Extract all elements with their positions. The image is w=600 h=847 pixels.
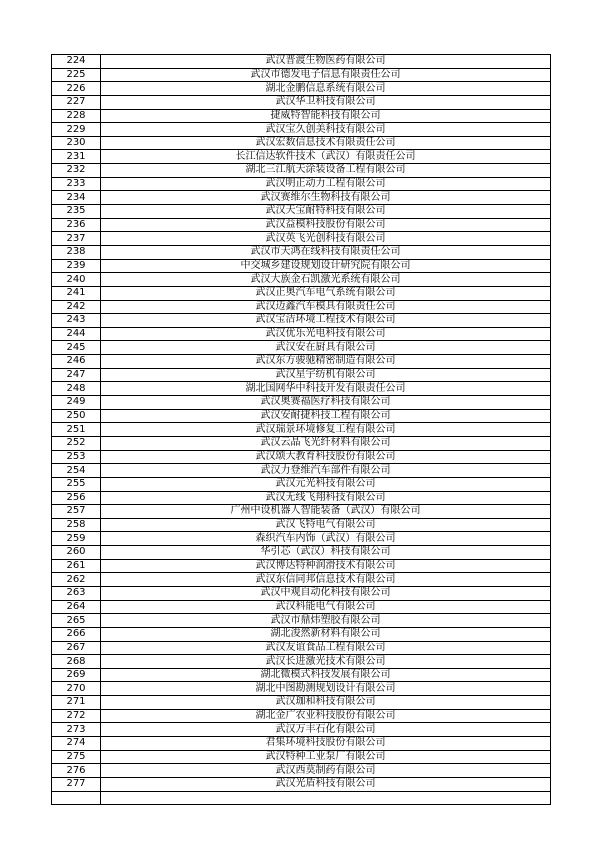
- table-row: [52, 464, 551, 478]
- company-name: 武汉友谊食品工程有限公司: [101, 641, 551, 655]
- row-number: 262: [52, 573, 101, 587]
- empty-row: [52, 791, 551, 805]
- row-number: 259: [52, 532, 101, 546]
- table-row: [52, 286, 551, 300]
- row-number: 276: [52, 764, 101, 778]
- company-name: 武汉星宇纺机有限公司: [101, 368, 551, 382]
- company-name: 捷威特智能科技有限公司: [101, 109, 551, 123]
- row-number: 255: [52, 477, 101, 491]
- table-row: [52, 355, 551, 369]
- row-number: 239: [52, 259, 101, 273]
- company-name: 武汉特种工业泵厂有限公司: [101, 750, 551, 764]
- row-number: 236: [52, 218, 101, 232]
- company-name: 武汉安在厨具有限公司: [101, 341, 551, 355]
- row-number: 267: [52, 641, 101, 655]
- company-name: 广州中设机器人智能装备（武汉）有限公司: [101, 505, 551, 519]
- table-row: [52, 723, 551, 737]
- table-row: [52, 95, 551, 109]
- table-row: [52, 423, 551, 437]
- row-number: 266: [52, 627, 101, 641]
- company-name: 武汉中观自动化科技有限公司: [101, 586, 551, 600]
- company-name: 君集环境科技股份有限公司: [101, 737, 551, 751]
- table-row: [52, 314, 551, 328]
- row-number: 261: [52, 559, 101, 573]
- company-name: 武汉英飞光创科技有限公司: [101, 232, 551, 246]
- company-name: 湖北金广农业科技股份有限公司: [101, 709, 551, 723]
- row-number: 224: [52, 55, 101, 69]
- company-name: 武汉市德发电子信息有限责任公司: [101, 68, 551, 82]
- company-name: 湖北国网华中科技开发有限责任公司: [101, 382, 551, 396]
- company-name: 武汉东信同邦信息技术有限公司: [101, 573, 551, 587]
- company-name: 湖北浚然新材料有限公司: [101, 627, 551, 641]
- row-number: 230: [52, 136, 101, 150]
- table-row: [52, 559, 551, 573]
- table-row: [52, 641, 551, 655]
- table-row: [52, 205, 551, 219]
- table-row: [52, 668, 551, 682]
- company-name: 武汉大族金石凯激光系统有限公司: [101, 273, 551, 287]
- table-row: [52, 245, 551, 259]
- company-name: 武汉珈和科技有限公司: [101, 696, 551, 710]
- company-name: 武汉宝久创美科技有限公司: [101, 123, 551, 137]
- table-row: [52, 627, 551, 641]
- row-number: 254: [52, 464, 101, 478]
- row-number: 241: [52, 286, 101, 300]
- row-number: 275: [52, 750, 101, 764]
- table-row: [52, 764, 551, 778]
- row-number: 242: [52, 300, 101, 314]
- company-name: 武汉云晶飞光纤材料有限公司: [101, 436, 551, 450]
- table-row: [52, 737, 551, 751]
- table-row: [52, 518, 551, 532]
- row-number: 227: [52, 95, 101, 109]
- table-row: [52, 491, 551, 505]
- row-number: 238: [52, 245, 101, 259]
- company-name: 森织汽车内饰（武汉）有限公司: [101, 532, 551, 546]
- company-name: 武汉光盾科技有限公司: [101, 777, 551, 791]
- table-row: [52, 682, 551, 696]
- row-number: 228: [52, 109, 101, 123]
- company-name: 武汉优乐光电科技有限公司: [101, 327, 551, 341]
- company-name: 武汉明正动力工程有限公司: [101, 177, 551, 191]
- table-row: [52, 55, 551, 69]
- row-number: 269: [52, 668, 101, 682]
- table-row: [52, 396, 551, 410]
- empty-cell: [52, 791, 101, 805]
- row-number: 271: [52, 696, 101, 710]
- company-name: 武汉飞特电气有限公司: [101, 518, 551, 532]
- company-name: 武汉颂大教育科技股份有限公司: [101, 450, 551, 464]
- table-row: [52, 218, 551, 232]
- table-row: [52, 477, 551, 491]
- company-name: 武汉力登维汽车部件有限公司: [101, 464, 551, 478]
- table-row: [52, 273, 551, 287]
- table-row: [52, 600, 551, 614]
- row-number: 260: [52, 546, 101, 560]
- table-row: [52, 150, 551, 164]
- table-row: [52, 750, 551, 764]
- row-number: 249: [52, 396, 101, 410]
- company-name: 武汉万丰石化有限公司: [101, 723, 551, 737]
- table-row: [52, 709, 551, 723]
- row-number: 244: [52, 327, 101, 341]
- company-name: 华引芯（武汉）科技有限公司: [101, 546, 551, 560]
- company-list-table: [51, 54, 551, 805]
- row-number: 233: [52, 177, 101, 191]
- table-row: [52, 136, 551, 150]
- table-row: [52, 341, 551, 355]
- table-row: [52, 109, 551, 123]
- company-name: 武汉科能电气有限公司: [101, 600, 551, 614]
- row-number: 270: [52, 682, 101, 696]
- table-row: [52, 573, 551, 587]
- row-number: 225: [52, 68, 101, 82]
- empty-cell: [101, 791, 551, 805]
- table-row: [52, 123, 551, 137]
- company-list-body: [52, 55, 551, 805]
- table-row: [52, 191, 551, 205]
- company-name: 武汉元光科技有限公司: [101, 477, 551, 491]
- row-number: 265: [52, 614, 101, 628]
- company-name: 武汉长进激光技术有限公司: [101, 655, 551, 669]
- company-name: 武汉华卫科技有限公司: [101, 95, 551, 109]
- company-name: 中交城乡建设规划设计研究院有限公司: [101, 259, 551, 273]
- table-row: [52, 532, 551, 546]
- company-name: 武汉宏数信息技术有限责任公司: [101, 136, 551, 150]
- row-number: 273: [52, 723, 101, 737]
- table-row: [52, 614, 551, 628]
- company-name: 武汉西莫制药有限公司: [101, 764, 551, 778]
- row-number: 246: [52, 355, 101, 369]
- table-row: [52, 450, 551, 464]
- table-row: [52, 409, 551, 423]
- row-number: 240: [52, 273, 101, 287]
- row-number: 253: [52, 450, 101, 464]
- row-number: 251: [52, 423, 101, 437]
- row-number: 256: [52, 491, 101, 505]
- company-name: 湖北中图勘测规划设计有限公司: [101, 682, 551, 696]
- table-row: [52, 586, 551, 600]
- company-name: 湖北金鹏信息系统有限公司: [101, 82, 551, 96]
- row-number: 232: [52, 164, 101, 178]
- row-number: 226: [52, 82, 101, 96]
- row-number: 237: [52, 232, 101, 246]
- company-name: 武汉天宝耐特科技有限公司: [101, 205, 551, 219]
- table-row: [52, 232, 551, 246]
- row-number: 272: [52, 709, 101, 723]
- row-number: 229: [52, 123, 101, 137]
- row-number: 264: [52, 600, 101, 614]
- table-row: [52, 327, 551, 341]
- table-row: [52, 777, 551, 791]
- company-name: 武汉赛维尔生物科技有限公司: [101, 191, 551, 205]
- table-row: [52, 82, 551, 96]
- table-row: [52, 505, 551, 519]
- row-number: 234: [52, 191, 101, 205]
- company-name: 武汉迈鑫汽车模具有限责任公司: [101, 300, 551, 314]
- company-name: 长江信达软件技术（武汉）有限责任公司: [101, 150, 551, 164]
- company-name: 武汉普渡生物医药有限公司: [101, 55, 551, 69]
- company-name: 武汉无线飞翔科技有限公司: [101, 491, 551, 505]
- company-name: 武汉益模科技股份有限公司: [101, 218, 551, 232]
- table-row: [52, 164, 551, 178]
- table-row: [52, 546, 551, 560]
- table-row: [52, 177, 551, 191]
- company-name: 武汉奥赛福医疗科技有限公司: [101, 396, 551, 410]
- table-row: [52, 655, 551, 669]
- company-name: 武汉安耐捷科技工程有限公司: [101, 409, 551, 423]
- row-number: 257: [52, 505, 101, 519]
- company-name: 武汉东方骏驰精密制造有限公司: [101, 355, 551, 369]
- row-number: 243: [52, 314, 101, 328]
- row-number: 258: [52, 518, 101, 532]
- company-name: 武汉瑞景环境修复工程有限公司: [101, 423, 551, 437]
- row-number: 231: [52, 150, 101, 164]
- table-row: [52, 436, 551, 450]
- table-row: [52, 368, 551, 382]
- row-number: 268: [52, 655, 101, 669]
- company-name: 武汉宝洁环境工程技术有限公司: [101, 314, 551, 328]
- company-name: 武汉博达特种润滑技术有限公司: [101, 559, 551, 573]
- company-name: 湖北三江航天涂装设备工程有限公司: [101, 164, 551, 178]
- table-row: [52, 259, 551, 273]
- row-number: 250: [52, 409, 101, 423]
- row-number: 274: [52, 737, 101, 751]
- table-row: [52, 696, 551, 710]
- company-name: 武汉市天鸿在线科技有限责任公司: [101, 245, 551, 259]
- row-number: 247: [52, 368, 101, 382]
- row-number: 252: [52, 436, 101, 450]
- company-name: 武汉市鼎炜塑胶有限公司: [101, 614, 551, 628]
- table-row: [52, 382, 551, 396]
- row-number: 263: [52, 586, 101, 600]
- company-name: 湖北微模式科技发展有限公司: [101, 668, 551, 682]
- row-number: 245: [52, 341, 101, 355]
- row-number: 277: [52, 777, 101, 791]
- table-row: [52, 300, 551, 314]
- row-number: 235: [52, 205, 101, 219]
- company-name: 武汉正奥汽车电气系统有限公司: [101, 286, 551, 300]
- row-number: 248: [52, 382, 101, 396]
- table-row: [52, 68, 551, 82]
